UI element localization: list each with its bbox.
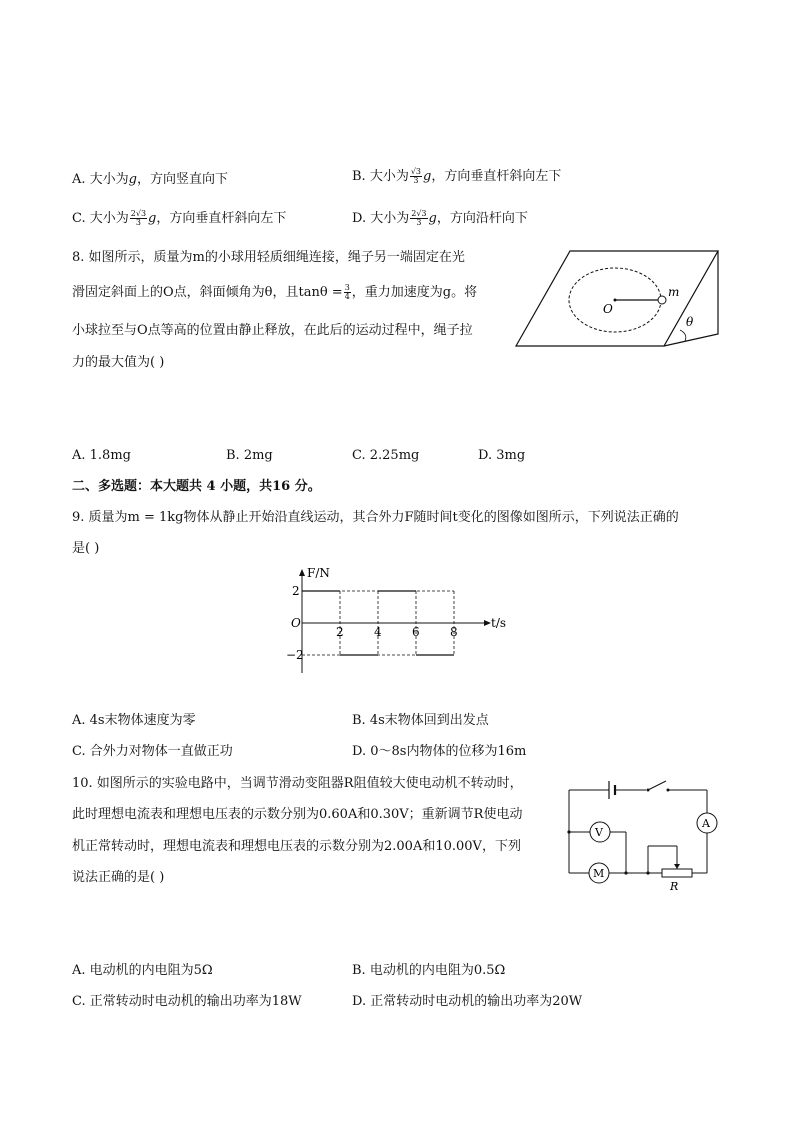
q8-line-2a: 滑固定斜面上的O点，斜面倾角为θ，且tanθ = [72,285,343,300]
q10-option-d: D. 正常转动时电动机的输出功率为20W [352,994,583,1009]
q7-option-b [352,168,561,185]
q8-option-c: C. 2.25mg [352,448,420,463]
q10-line-1: 10. 如图所示的实验电路中，当调节滑动变阻器R阻值较大使电动机不转动时， [72,776,523,791]
q7-option-b-var: g [423,169,432,184]
q8-option-d: D. 3mg [478,448,526,463]
frac-num: 3 [344,283,350,292]
ammeter-label: A [702,817,710,830]
x-tick-label: 6 [412,625,420,639]
q7-option-a-text: A. 大小为 [72,172,129,187]
q8-tan-fraction [344,284,351,301]
voltmeter-label: V [595,826,603,839]
q7-option-c-var: g [148,211,157,226]
frac-num: √3 [410,167,422,176]
q7-option-c [72,210,286,227]
frac-num: 2√3 [130,209,147,218]
q9-option-b: B. 4s末物体回到出发点 [352,713,489,728]
q10-line-4: 说法正确的是( ) [72,870,165,885]
q10-line-2: 此时理想电流表和理想电压表的示数分别为0.60A和0.30V；重新调节R使电动 [72,807,523,822]
q7-option-a-var: g [128,172,137,187]
frac-num: 2√3 [411,209,427,218]
origin-label: O [291,616,301,630]
rheostat-label: R [670,880,679,893]
q7-option-b-rest: ，方向垂直杆斜向左下 [431,169,562,184]
q9-line-2: 是( ) [72,541,100,556]
q8-option-a: A. 1.8mg [72,448,131,463]
q7-option-c-rest: ，方向垂直杆斜向左下 [156,211,287,226]
x-axis-arrow [484,620,491,626]
q8-incline-figure [510,246,725,352]
x-axis-label: t/s [491,616,507,630]
q8-line-3: 小球拉至与O点等高的位置由静止释放，在此后的运动过程中，绳子拉 [72,323,473,338]
y-tick-label: 2 [292,584,300,598]
q8-option-b: B. 2mg [226,448,273,463]
frac-den: 4 [344,292,350,301]
q7-option-d [352,210,528,227]
x-tick-label: 2 [336,625,344,639]
q9-line-1: 9. 质量为m = 1kg物体从静止开始沿直线运动，其合外力F随时间t变化的图像如图所示，下列说法正确的 [72,510,679,525]
q8-line-2b: ，重力加速度为g。将 [351,285,478,300]
section-2-heading: 二、多选题：本大题共 4 小题，共16 分。 [72,479,321,494]
y-axis-label: F/N [307,566,330,580]
q8-line-4: 力的最大值为( ) [72,355,165,370]
frac-den: 3 [135,218,141,227]
q7-option-d-text: D. 大小为 [352,211,410,226]
q8-fig-theta-label: θ [686,315,694,329]
q7-option-d-fraction [410,210,427,227]
x-tick-label: 4 [374,625,382,639]
q10-circuit-figure [562,770,727,898]
motor-label: M [593,867,605,880]
q7-option-a-rest: ，方向竖直向下 [136,172,228,187]
q7-option-b-text: B. 大小为 [352,169,409,184]
q8-fig-m-label: m [668,285,680,299]
q8-line-2 [72,284,477,301]
q10-option-b: B. 电动机的内电阻为0.5Ω [352,963,506,978]
q7-option-d-rest: ，方向沿杆向下 [436,211,528,226]
x-tick-label: 8 [450,625,458,639]
frac-den: 3 [413,176,419,185]
q7-option-c-fraction [130,210,147,227]
q9-option-a: A. 4s末物体速度为零 [72,713,196,728]
q7-option-a [72,172,228,188]
y-axis-arrow [299,569,305,576]
q7-option-c-text: C. 大小为 [72,211,129,226]
frac-den: 3 [416,218,422,227]
q10-option-a: A. 电动机的内电阻为5Ω [72,963,213,978]
q8-fig-o-label: O [603,302,613,316]
q10-line-3: 机正常转动时，理想电流表和理想电压表的示数分别为2.00A和10.00V，下列 [72,839,521,854]
q10-option-c: C. 正常转动时电动机的输出功率为18W [72,994,302,1009]
q9-force-time-chart [280,558,520,680]
y-tick-label: −2 [286,648,304,662]
q8-line-1: 8. 如图所示，质量为m的小球用轻质细绳连接，绳子另一端固定在光 [72,250,465,265]
q7-option-d-var: g [428,211,437,226]
q7-option-b-fraction [410,168,422,185]
q9-option-d: D. 0～8s内物体的位移为16m [352,744,527,759]
q9-option-c: C. 合外力对物体一直做正功 [72,744,233,759]
